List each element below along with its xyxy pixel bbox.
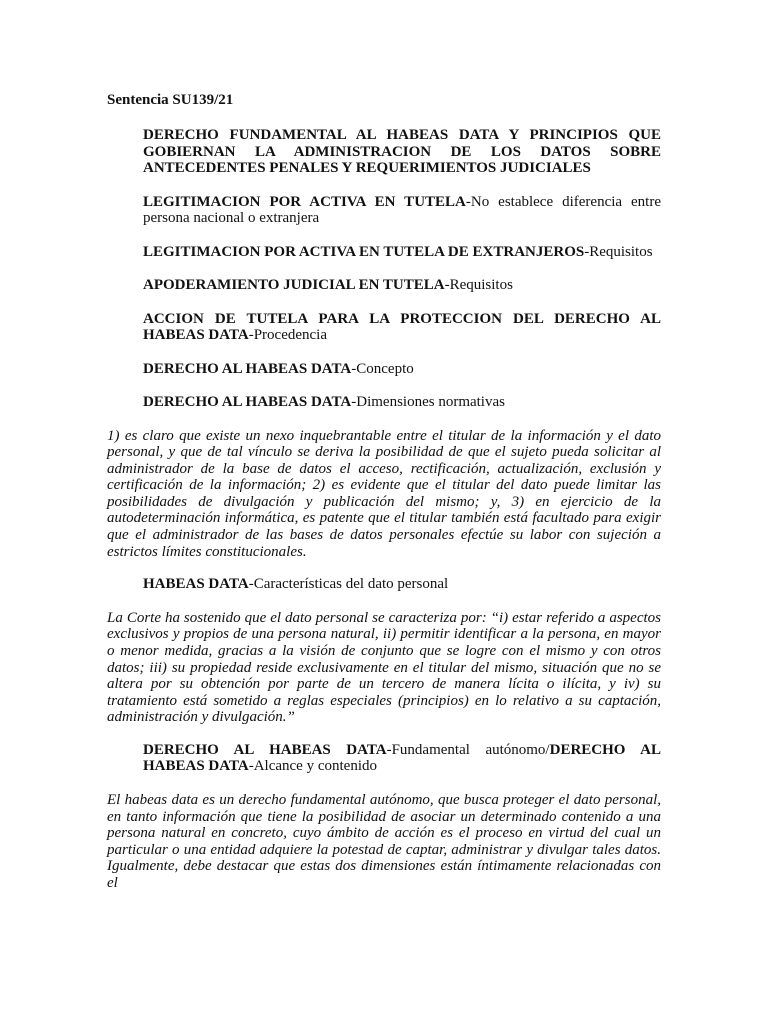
heading-alcance-contenido xyxy=(143,742,661,775)
heading-dimensiones xyxy=(143,394,661,411)
heading-bold-text: ACCION DE TUTELA PARA LA PROTECCION DEL DERECHO AL HABEAS DATA xyxy=(143,310,661,343)
heading-bold-text: DERECHO AL HABEAS DATA xyxy=(143,741,661,775)
heading-habeas-data-principios xyxy=(143,127,661,177)
heading-bold-text: LEGITIMACION POR ACTIVA EN TUTELA xyxy=(143,193,466,210)
heading-legitimacion-extranjeros xyxy=(143,244,661,261)
heading-normal-text: -Características del dato personal xyxy=(248,576,449,593)
heading-normal-text: -Concepto xyxy=(351,360,414,377)
heading-bold-text: DERECHO AL HABEAS DATA xyxy=(143,741,387,758)
heading-normal-text: -Alcance y contenido xyxy=(248,758,377,775)
heading-normal-text: -Requisitos xyxy=(584,243,653,260)
heading-apoderamiento-judicial xyxy=(143,277,661,294)
paragraph-dato-personal: La Corte ha sostenido que el dato personal se caracteriza por: “i) estar referido a aspectos exclusivos y propios de una persona natural, ii) permitir identificar a la persona, en mayor o menor medida, gracias a la visión de conjunto que se logre con el mismo y con otros datos; iii) su propiedad reside exclusivamente en el titular del mismo, situación que no se altera por su obtención por parte de un tercero de manera lícita o ilícita, y iv) su tratamiento está sometido a reglas especiales (principios) en lo relativo a su captación, administración y divulgación.” xyxy=(107,609,661,726)
paragraph-habeas-data: El habeas data es un derecho fundamental autónomo, que busca proteger el dato personal, en tanto información que tiene la posibilidad de asociar un determinado contenido a una persona natural en concreto, cuyo ámbito de acción es el proceso en virtud del cual un particular o una entidad adquiere la potestad de captar, administrar y divulgar tales datos. Igualmente, debe destacar que estas dos dimensiones están íntimamente relacionadas con el xyxy=(107,791,661,891)
heading-normal-text: -No establece diferencia entre persona nacional o extranjera xyxy=(143,193,661,226)
heading-normal-text: -Dimensiones normativas xyxy=(351,394,505,410)
heading-normal-text: -Fundamental autónomo/ xyxy=(386,741,550,758)
heading-legitimacion-tutela xyxy=(143,194,661,227)
heading-bold-text: LEGITIMACION POR ACTIVA EN TUTELA DE EXTRANJEROS xyxy=(143,243,585,260)
heading-bold-text: DERECHO FUNDAMENTAL AL HABEAS DATA Y PRINCIPIOS QUE GOBIERNAN LA ADMINISTRACION DE LOS DATOS SOBRE ANTECEDENTES PENALES Y REQUERIMIENTOS JUDICIALES xyxy=(143,127,661,176)
heading-concepto xyxy=(143,361,661,378)
heading-bold-text: HABEAS DATA xyxy=(143,576,249,593)
heading-accion-tutela xyxy=(143,311,661,344)
heading-bold-text: DERECHO AL HABEAS DATA xyxy=(143,360,352,377)
heading-normal-text: -Requisitos xyxy=(444,277,513,293)
heading-caracteristicas xyxy=(143,576,661,593)
heading-normal-text: -Procedencia xyxy=(248,327,328,343)
document-title: Sentencia SU139/21 xyxy=(107,92,234,108)
heading-bold-text: APODERAMIENTO JUDICIAL EN TUTELA xyxy=(143,277,445,293)
paragraph-dimensiones: 1) es claro que existe un nexo inquebrantable entre el titular de la información y el dato personal, y que de tal vínculo se deriva la posibilidad de que el sujeto pueda solicitar al administrador de la base de datos el acceso, rectificación, actualización, exclusión y certificación de la información; 2) es evidente que el titular del dato puede limitar las posibilidades de divulgación y publicación del mismo; y, 3) en ejercicio de la autodeterminación informática, es patente que el titular también está facultado para exigir que el administrador de las bases de datos personales efectúe su labor con sujeción a estrictos límites constitucionales. xyxy=(107,427,661,560)
heading-bold-text: DERECHO AL HABEAS DATA xyxy=(143,394,352,410)
